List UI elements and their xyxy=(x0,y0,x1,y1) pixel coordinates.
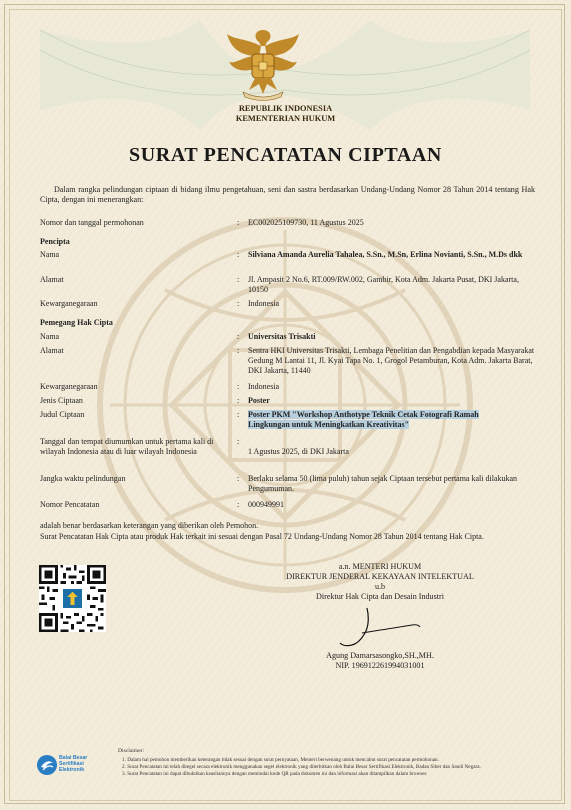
work-title-value xyxy=(248,410,538,430)
handwritten-signature xyxy=(322,603,442,648)
bsre-logo-line-3: Elektronik xyxy=(59,767,85,773)
creator-nationality-value: Indonesia xyxy=(248,299,280,308)
bsre-logo-line-1: Balai Besar xyxy=(59,755,88,761)
signatory-on-behalf: a.n. MENTERI HUKUM xyxy=(338,562,422,571)
colon: : xyxy=(237,474,240,483)
colon: : xyxy=(237,332,240,341)
garuda-crest-emblem xyxy=(225,24,301,102)
colon: : xyxy=(237,275,240,284)
creator-name-label: Nama xyxy=(40,250,60,259)
signatory-ub: u.b xyxy=(374,582,386,591)
holder-nationality-value: Indonesia xyxy=(248,382,280,391)
holder-address-value: Sentra HKI Universitas Trisakti, Lembaga Penelitian dan Pengabdian kepada Masyarakat Gedung M Lantai 11, Jl. Kyai Tapa No. 1, Grogol Petamburan, Kota Adm. Jakarta Barat, DKI Jakarta, 11440 xyxy=(248,346,535,375)
intro-paragraph: Dalam rangka pelindungan ciptaan di bidang ilmu pengetahuan, seni dan sastra berdasarkan Undang-Undang Nomor 28 Tahun 2014 tentang Hak Cipta, dengan ini menerangkan: xyxy=(40,185,535,204)
work-title-line-1: Poster PKM "Workshop Anthotype Teknik Cetak Fotografi Ramah xyxy=(248,410,479,419)
bsre-logo-line-2: Sertifikasi xyxy=(59,761,84,767)
work-title-line-2: Lingkungan untuk Meningkatkan Kreativitas" xyxy=(248,420,410,429)
disclaimer-item: 3. Surat Pencatatan ini dapat dibuktikan keasliannya dengan memindai kode QR pada dokumen ini dan informasi akan ditampilkan dalam browser. xyxy=(122,771,428,777)
signatory-nip: NIP. 196912261994031001 xyxy=(335,661,425,670)
verification-qr-code[interactable] xyxy=(39,565,106,632)
disclaimer xyxy=(118,748,538,778)
application-number-label: Nomor dan tanggal permohonan xyxy=(40,218,144,227)
colon: : xyxy=(237,299,240,308)
protection-period-label: Jangka waktu pelindungan xyxy=(40,474,126,483)
colon: : xyxy=(237,382,240,391)
holder-name-value: Universitas Trisakti xyxy=(248,332,316,341)
legal-basis-statement: Surat Pencatatan Hak Cipta atau produk Hak terkait ini sesuai dengan Pasal 72 Undang-Undang Nomor 28 Tahun 2014 tentang Hak Cipta. xyxy=(40,532,484,541)
protection-period-value: Berlaku selama 50 (lima puluh) tahun sejak Ciptaan tersebut pertama kali dilakukan Pengumuman. xyxy=(248,474,518,493)
bsre-logo xyxy=(36,754,96,776)
disclaimer-item: 1. Dalam hal pemohon memberikan keterangan tidak sesuai dengan surat pernyataan, Menteri berwenang untuk mencabut surat pencatatan permohonan. xyxy=(122,757,439,763)
publication-date-label: Tanggal dan tempat diumumkan untuk pertama kali di wilayah Indonesia atau di luar wilayah Indonesia xyxy=(40,437,214,456)
colon: : xyxy=(237,218,240,227)
bsre-emblem-icon xyxy=(36,754,58,776)
holder-section-heading: Pemegang Hak Cipta xyxy=(40,318,113,327)
publication-date-value: 1 Agustus 2025, di DKI Jakarta xyxy=(248,447,349,456)
creator-address-value: Jl. Ampasit 2 No.6, RT.009/RW.002, Gambir, Kota Adm. Jakarta Pusat, DKI Jakarta, 10150 xyxy=(248,275,519,294)
work-type-value: Poster xyxy=(248,396,270,405)
colon: : xyxy=(237,410,240,419)
signatory-name: Agung Damarsasongko,SH.,MH. xyxy=(326,651,434,660)
holder-name-label: Nama xyxy=(40,332,60,341)
signatory-position: Direktur Hak Cipta dan Desain Industri xyxy=(316,592,444,601)
work-type-label: Jenis Ciptaan xyxy=(40,396,83,405)
registration-number-value: 000949991 xyxy=(248,500,284,509)
document-title: SURAT PENCATATAN CIPTAAN xyxy=(129,144,442,166)
closing-statement: adalah benar berdasarkan keterangan yang diberikan oleh Pemohon. xyxy=(40,521,259,530)
ministry-heading: KEMENTERIAN HUKUM xyxy=(235,114,336,123)
colon: : xyxy=(237,396,240,405)
signatory-directorate: DIREKTUR JENDERAL KEKAYAAN INTELEKTUAL xyxy=(286,572,474,581)
work-title-label: Judul Ciptaan xyxy=(40,410,85,419)
disclaimer-item: 2. Surat Pencatatan ini telah ditegel secara elektronik menggunakan segel elektronik yang diterbitkan oleh Balai Besar Sertifikasi Elektronik, Badan Siber dan Sandi Negara. xyxy=(122,764,481,770)
colon: : xyxy=(237,346,240,355)
creator-address-label: Alamat xyxy=(40,275,64,284)
registration-number-label: Nomor Pencatatan xyxy=(40,500,100,509)
application-number-value: EC002025109730, 11 Agustus 2025 xyxy=(248,218,364,227)
creator-section-heading: Pencipta xyxy=(40,237,70,246)
colon: : xyxy=(237,437,240,446)
country-heading: REPUBLIK INDONESIA xyxy=(238,104,333,113)
creator-name-value: Silviana Amanda Aurelia Tahalea, S.Sn., M.Sn, Erlina Novianti, S.Sn., M.Ds dkk xyxy=(248,250,523,259)
creator-nationality-label: Kewarganegaraan xyxy=(40,299,98,308)
holder-nationality-label: Kewarganegaraan xyxy=(40,382,98,391)
holder-address-label: Alamat xyxy=(40,346,64,355)
colon: : xyxy=(237,500,240,509)
colon: : xyxy=(237,250,240,259)
disclaimer-title: Disclaimer: xyxy=(118,748,145,754)
